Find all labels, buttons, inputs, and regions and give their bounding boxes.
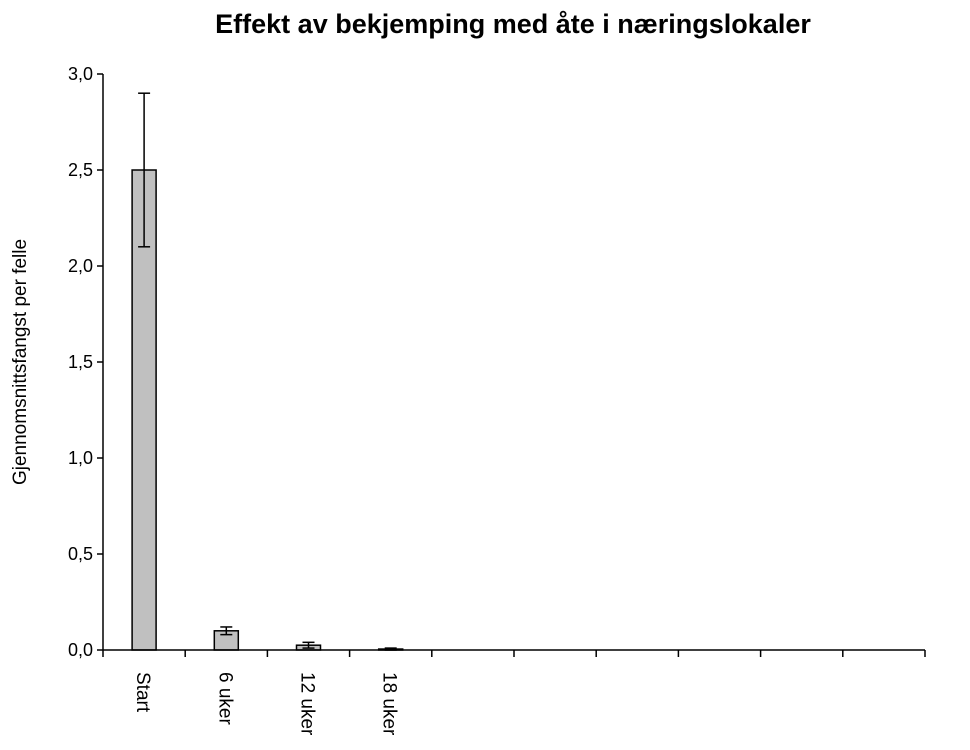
x-axis-ticks xyxy=(103,650,925,657)
chart-title: Effekt av bekjemping med åte i næringslokaler xyxy=(215,9,811,39)
y-tick-label: 0,0 xyxy=(67,640,93,660)
y-tick-label: 3,0 xyxy=(67,64,93,84)
bars xyxy=(132,170,403,650)
category-label: 18 uker xyxy=(378,672,400,736)
error-bars xyxy=(138,93,397,650)
category-label: 6 uker xyxy=(214,672,236,725)
x-axis-category-labels xyxy=(132,672,400,736)
y-axis-label: Gjennomsnittsfangst per felle xyxy=(10,238,31,486)
y-axis-ticks xyxy=(68,64,103,660)
y-tick-label: 1,0 xyxy=(67,448,93,468)
y-tick-label: 2,0 xyxy=(67,256,93,276)
y-tick-label: 0,5 xyxy=(67,544,93,564)
y-tick-label: 1,5 xyxy=(67,352,93,372)
y-tick-label: 2,5 xyxy=(67,160,93,180)
axes xyxy=(103,74,925,650)
category-label: 12 uker xyxy=(296,672,318,736)
category-label: Start xyxy=(132,672,154,713)
